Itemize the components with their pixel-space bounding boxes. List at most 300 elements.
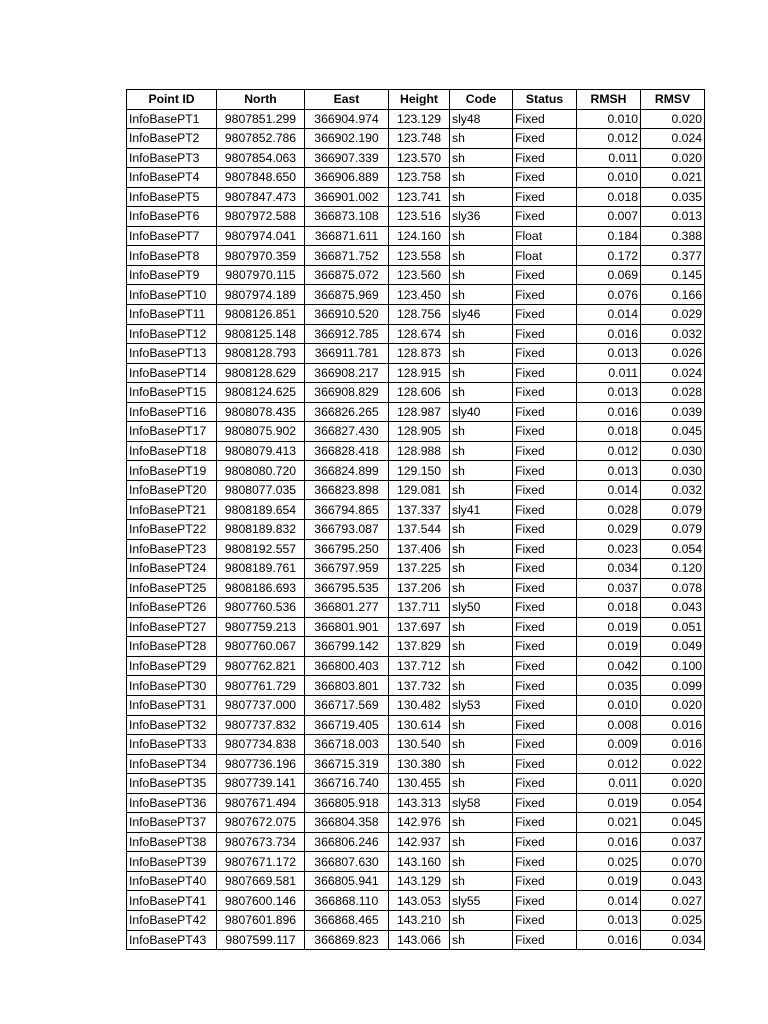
rmsh-cell: 0.076 [577, 285, 641, 305]
east-cell: 366875.969 [305, 285, 389, 305]
north-cell: 9808128.629 [217, 363, 305, 383]
rmsv-cell: 0.078 [641, 578, 705, 598]
code-cell: sly55 [450, 891, 513, 911]
rmsv-cell: 0.034 [641, 930, 705, 950]
rmsh-cell: 0.019 [577, 617, 641, 637]
height-cell: 137.732 [389, 676, 450, 696]
height-cell: 123.748 [389, 129, 450, 149]
column-header-point-id: Point ID [127, 90, 217, 110]
code-cell: sh [450, 265, 513, 285]
height-cell: 123.570 [389, 148, 450, 168]
status-cell: Fixed [513, 598, 577, 618]
height-cell: 128.674 [389, 324, 450, 344]
point-id-cell: InfoBasePT20 [127, 480, 217, 500]
height-cell: 123.741 [389, 187, 450, 207]
point-id-cell: InfoBasePT42 [127, 910, 217, 930]
east-cell: 366871.752 [305, 246, 389, 266]
east-cell: 366801.901 [305, 617, 389, 637]
east-cell: 366901.002 [305, 187, 389, 207]
height-cell: 129.081 [389, 480, 450, 500]
east-cell: 366826.265 [305, 402, 389, 422]
rmsh-cell: 0.011 [577, 148, 641, 168]
status-cell: Fixed [513, 422, 577, 442]
rmsh-cell: 0.034 [577, 559, 641, 579]
code-cell: sh [450, 187, 513, 207]
rmsh-cell: 0.014 [577, 891, 641, 911]
height-cell: 124.160 [389, 226, 450, 246]
east-cell: 366804.358 [305, 813, 389, 833]
east-cell: 366906.889 [305, 168, 389, 188]
point-id-cell: InfoBasePT25 [127, 578, 217, 598]
north-cell: 9807760.067 [217, 637, 305, 657]
height-cell: 143.160 [389, 852, 450, 872]
rmsh-cell: 0.016 [577, 402, 641, 422]
code-cell: sh [450, 676, 513, 696]
north-cell: 9807970.115 [217, 265, 305, 285]
rmsv-cell: 0.120 [641, 559, 705, 579]
code-cell: sh [450, 285, 513, 305]
east-cell: 366795.535 [305, 578, 389, 598]
height-cell: 143.313 [389, 793, 450, 813]
table-row [127, 168, 705, 188]
code-cell: sh [450, 637, 513, 657]
code-cell: sh [450, 383, 513, 403]
status-cell: Fixed [513, 207, 577, 227]
rmsv-cell: 0.013 [641, 207, 705, 227]
table-row [127, 793, 705, 813]
east-cell: 366910.520 [305, 305, 389, 325]
height-cell: 130.380 [389, 754, 450, 774]
point-id-cell: InfoBasePT31 [127, 695, 217, 715]
code-cell: sh [450, 344, 513, 364]
north-cell: 9807848.650 [217, 168, 305, 188]
east-cell: 366801.277 [305, 598, 389, 618]
rmsv-cell: 0.054 [641, 793, 705, 813]
rmsv-cell: 0.016 [641, 715, 705, 735]
header-row [127, 90, 705, 110]
north-cell: 9808186.693 [217, 578, 305, 598]
height-cell: 137.829 [389, 637, 450, 657]
status-cell: Fixed [513, 109, 577, 129]
north-cell: 9808124.625 [217, 383, 305, 403]
code-cell: sly41 [450, 500, 513, 520]
code-cell: sh [450, 559, 513, 579]
east-cell: 366911.781 [305, 344, 389, 364]
code-cell: sly40 [450, 402, 513, 422]
north-cell: 9808080.720 [217, 461, 305, 481]
column-header-height: Height [389, 90, 450, 110]
height-cell: 130.482 [389, 695, 450, 715]
north-cell: 9807601.896 [217, 910, 305, 930]
north-cell: 9807852.786 [217, 129, 305, 149]
code-cell: sh [450, 871, 513, 891]
status-cell: Fixed [513, 754, 577, 774]
north-cell: 9808079.413 [217, 441, 305, 461]
status-cell: Fixed [513, 402, 577, 422]
table-row [127, 520, 705, 540]
height-cell: 128.905 [389, 422, 450, 442]
table-row [127, 187, 705, 207]
rmsh-cell: 0.010 [577, 109, 641, 129]
rmsv-cell: 0.037 [641, 832, 705, 852]
code-cell: sh [450, 441, 513, 461]
status-cell: Fixed [513, 891, 577, 911]
status-cell: Fixed [513, 305, 577, 325]
rmsv-cell: 0.027 [641, 891, 705, 911]
east-cell: 366794.865 [305, 500, 389, 520]
east-cell: 366797.959 [305, 559, 389, 579]
rmsv-cell: 0.079 [641, 520, 705, 540]
point-id-cell: InfoBasePT38 [127, 832, 217, 852]
point-id-cell: InfoBasePT5 [127, 187, 217, 207]
rmsh-cell: 0.012 [577, 441, 641, 461]
point-id-cell: InfoBasePT23 [127, 539, 217, 559]
rmsh-cell: 0.042 [577, 656, 641, 676]
rmsh-cell: 0.008 [577, 715, 641, 735]
status-cell: Fixed [513, 383, 577, 403]
height-cell: 128.915 [389, 363, 450, 383]
east-cell: 366719.405 [305, 715, 389, 735]
point-id-cell: InfoBasePT35 [127, 774, 217, 794]
rmsv-cell: 0.032 [641, 324, 705, 344]
code-cell: sh [450, 813, 513, 833]
status-cell: Fixed [513, 344, 577, 364]
table-row [127, 285, 705, 305]
height-cell: 128.756 [389, 305, 450, 325]
east-cell: 366805.918 [305, 793, 389, 813]
north-cell: 9808078.435 [217, 402, 305, 422]
status-cell: Fixed [513, 559, 577, 579]
east-cell: 366823.898 [305, 480, 389, 500]
point-id-cell: InfoBasePT16 [127, 402, 217, 422]
column-header-north: North [217, 90, 305, 110]
rmsv-cell: 0.021 [641, 168, 705, 188]
north-cell: 9808125.148 [217, 324, 305, 344]
east-cell: 366904.974 [305, 109, 389, 129]
table-row [127, 617, 705, 637]
code-cell: sh [450, 832, 513, 852]
code-cell: sh [450, 520, 513, 540]
height-cell: 142.937 [389, 832, 450, 852]
table-row [127, 305, 705, 325]
point-id-cell: InfoBasePT30 [127, 676, 217, 696]
code-cell: sh [450, 578, 513, 598]
status-cell: Fixed [513, 461, 577, 481]
rmsv-cell: 0.016 [641, 735, 705, 755]
rmsv-cell: 0.035 [641, 187, 705, 207]
height-cell: 123.516 [389, 207, 450, 227]
table-row [127, 695, 705, 715]
north-cell: 9807761.729 [217, 676, 305, 696]
north-cell: 9807974.189 [217, 285, 305, 305]
north-cell: 9807739.141 [217, 774, 305, 794]
rmsv-cell: 0.377 [641, 246, 705, 266]
point-id-cell: InfoBasePT28 [127, 637, 217, 657]
east-cell: 366795.250 [305, 539, 389, 559]
status-cell: Fixed [513, 715, 577, 735]
table-row [127, 265, 705, 285]
table-row [127, 735, 705, 755]
table-row [127, 910, 705, 930]
status-cell: Fixed [513, 187, 577, 207]
rmsv-cell: 0.045 [641, 813, 705, 833]
table-row [127, 676, 705, 696]
height-cell: 128.873 [389, 344, 450, 364]
table-row [127, 383, 705, 403]
status-cell: Fixed [513, 637, 577, 657]
point-id-cell: InfoBasePT29 [127, 656, 217, 676]
height-cell: 123.758 [389, 168, 450, 188]
rmsv-cell: 0.099 [641, 676, 705, 696]
column-header-status: Status [513, 90, 577, 110]
east-cell: 366718.003 [305, 735, 389, 755]
rmsh-cell: 0.016 [577, 832, 641, 852]
table-row [127, 754, 705, 774]
status-cell: Fixed [513, 539, 577, 559]
east-cell: 366793.087 [305, 520, 389, 540]
point-id-cell: InfoBasePT41 [127, 891, 217, 911]
north-cell: 9807600.146 [217, 891, 305, 911]
table-row [127, 246, 705, 266]
north-cell: 9808192.557 [217, 539, 305, 559]
point-id-cell: InfoBasePT37 [127, 813, 217, 833]
code-cell: sh [450, 324, 513, 344]
rmsh-cell: 0.025 [577, 852, 641, 872]
north-cell: 9807672.075 [217, 813, 305, 833]
north-cell: 9807737.832 [217, 715, 305, 735]
north-cell: 9807671.172 [217, 852, 305, 872]
code-cell: sh [450, 735, 513, 755]
height-cell: 130.614 [389, 715, 450, 735]
status-cell: Fixed [513, 324, 577, 344]
height-cell: 128.988 [389, 441, 450, 461]
code-cell: sh [450, 539, 513, 559]
code-cell: sh [450, 617, 513, 637]
rmsh-cell: 0.011 [577, 774, 641, 794]
north-cell: 9807847.473 [217, 187, 305, 207]
point-id-cell: InfoBasePT1 [127, 109, 217, 129]
code-cell: sly36 [450, 207, 513, 227]
status-cell: Fixed [513, 617, 577, 637]
code-cell: sly46 [450, 305, 513, 325]
east-cell: 366715.319 [305, 754, 389, 774]
point-id-cell: InfoBasePT36 [127, 793, 217, 813]
code-cell: sh [450, 656, 513, 676]
rmsv-cell: 0.020 [641, 774, 705, 794]
rmsv-cell: 0.051 [641, 617, 705, 637]
rmsh-cell: 0.037 [577, 578, 641, 598]
rmsh-cell: 0.007 [577, 207, 641, 227]
status-cell: Fixed [513, 500, 577, 520]
code-cell: sh [450, 910, 513, 930]
rmsv-cell: 0.026 [641, 344, 705, 364]
point-id-cell: InfoBasePT4 [127, 168, 217, 188]
code-cell: sh [450, 754, 513, 774]
code-cell: sh [450, 774, 513, 794]
table-row [127, 832, 705, 852]
table-row [127, 715, 705, 735]
rmsv-cell: 0.020 [641, 109, 705, 129]
rmsh-cell: 0.023 [577, 539, 641, 559]
table-row [127, 578, 705, 598]
column-header-code: Code [450, 90, 513, 110]
status-cell: Fixed [513, 735, 577, 755]
table-row [127, 461, 705, 481]
rmsv-cell: 0.043 [641, 598, 705, 618]
north-cell: 9807673.734 [217, 832, 305, 852]
east-cell: 366868.465 [305, 910, 389, 930]
rmsh-cell: 0.172 [577, 246, 641, 266]
north-cell: 9807970.359 [217, 246, 305, 266]
point-id-cell: InfoBasePT7 [127, 226, 217, 246]
table-row [127, 871, 705, 891]
status-cell: Fixed [513, 774, 577, 794]
north-cell: 9807669.581 [217, 871, 305, 891]
rmsh-cell: 0.029 [577, 520, 641, 540]
east-cell: 366828.418 [305, 441, 389, 461]
rmsv-cell: 0.054 [641, 539, 705, 559]
table-row [127, 148, 705, 168]
height-cell: 123.560 [389, 265, 450, 285]
column-header-rmsv: RMSV [641, 90, 705, 110]
table-body [127, 109, 705, 950]
table-row [127, 344, 705, 364]
status-cell: Fixed [513, 676, 577, 696]
code-cell: sh [450, 461, 513, 481]
table-row [127, 656, 705, 676]
height-cell: 130.455 [389, 774, 450, 794]
code-cell: sh [450, 246, 513, 266]
east-cell: 366871.611 [305, 226, 389, 246]
point-id-cell: InfoBasePT9 [127, 265, 217, 285]
rmsh-cell: 0.069 [577, 265, 641, 285]
north-cell: 9808189.654 [217, 500, 305, 520]
table-row [127, 129, 705, 149]
status-cell: Fixed [513, 520, 577, 540]
east-cell: 366907.339 [305, 148, 389, 168]
rmsh-cell: 0.013 [577, 344, 641, 364]
status-cell: Float [513, 246, 577, 266]
status-cell: Fixed [513, 168, 577, 188]
height-cell: 123.558 [389, 246, 450, 266]
east-cell: 366806.246 [305, 832, 389, 852]
rmsh-cell: 0.010 [577, 695, 641, 715]
status-cell: Fixed [513, 871, 577, 891]
point-id-cell: InfoBasePT43 [127, 930, 217, 950]
height-cell: 129.150 [389, 461, 450, 481]
rmsh-cell: 0.013 [577, 461, 641, 481]
table-row [127, 500, 705, 520]
rmsh-cell: 0.012 [577, 129, 641, 149]
point-id-cell: InfoBasePT14 [127, 363, 217, 383]
rmsh-cell: 0.028 [577, 500, 641, 520]
rmsh-cell: 0.019 [577, 637, 641, 657]
north-cell: 9807671.494 [217, 793, 305, 813]
point-id-cell: InfoBasePT26 [127, 598, 217, 618]
table-row [127, 480, 705, 500]
height-cell: 137.711 [389, 598, 450, 618]
rmsv-cell: 0.022 [641, 754, 705, 774]
rmsh-cell: 0.016 [577, 930, 641, 950]
east-cell: 366902.190 [305, 129, 389, 149]
point-id-cell: InfoBasePT6 [127, 207, 217, 227]
table-row [127, 402, 705, 422]
table-row [127, 813, 705, 833]
status-cell: Fixed [513, 832, 577, 852]
rmsv-cell: 0.020 [641, 695, 705, 715]
point-id-cell: InfoBasePT32 [127, 715, 217, 735]
rmsh-cell: 0.018 [577, 187, 641, 207]
north-cell: 9807762.821 [217, 656, 305, 676]
rmsv-cell: 0.032 [641, 480, 705, 500]
table-row [127, 441, 705, 461]
rmsh-cell: 0.016 [577, 324, 641, 344]
code-cell: sh [450, 422, 513, 442]
north-cell: 9807599.117 [217, 930, 305, 950]
rmsh-cell: 0.019 [577, 793, 641, 813]
rmsv-cell: 0.028 [641, 383, 705, 403]
rmsv-cell: 0.024 [641, 363, 705, 383]
east-cell: 366908.217 [305, 363, 389, 383]
east-cell: 366716.740 [305, 774, 389, 794]
code-cell: sly48 [450, 109, 513, 129]
north-cell: 9807736.196 [217, 754, 305, 774]
rmsv-cell: 0.049 [641, 637, 705, 657]
code-cell: sly58 [450, 793, 513, 813]
rmsv-cell: 0.043 [641, 871, 705, 891]
rmsv-cell: 0.030 [641, 461, 705, 481]
rmsh-cell: 0.184 [577, 226, 641, 246]
north-cell: 9808075.902 [217, 422, 305, 442]
status-cell: Fixed [513, 363, 577, 383]
height-cell: 130.540 [389, 735, 450, 755]
rmsv-cell: 0.020 [641, 148, 705, 168]
rmsv-cell: 0.070 [641, 852, 705, 872]
height-cell: 143.066 [389, 930, 450, 950]
east-cell: 366908.829 [305, 383, 389, 403]
point-id-cell: InfoBasePT34 [127, 754, 217, 774]
rmsv-cell: 0.029 [641, 305, 705, 325]
east-cell: 366803.801 [305, 676, 389, 696]
code-cell: sh [450, 226, 513, 246]
rmsh-cell: 0.014 [577, 480, 641, 500]
height-cell: 143.053 [389, 891, 450, 911]
rmsv-cell: 0.079 [641, 500, 705, 520]
rmsv-cell: 0.100 [641, 656, 705, 676]
rmsh-cell: 0.009 [577, 735, 641, 755]
height-cell: 137.225 [389, 559, 450, 579]
rmsh-cell: 0.013 [577, 910, 641, 930]
code-cell: sh [450, 852, 513, 872]
point-id-cell: InfoBasePT18 [127, 441, 217, 461]
status-cell: Fixed [513, 695, 577, 715]
table-row [127, 539, 705, 559]
height-cell: 137.337 [389, 500, 450, 520]
rmsv-cell: 0.024 [641, 129, 705, 149]
east-cell: 366868.110 [305, 891, 389, 911]
east-cell: 366869.823 [305, 930, 389, 950]
rmsh-cell: 0.010 [577, 168, 641, 188]
survey-points-sheet [126, 89, 705, 950]
rmsh-cell: 0.013 [577, 383, 641, 403]
table-row [127, 598, 705, 618]
height-cell: 128.987 [389, 402, 450, 422]
rmsh-cell: 0.018 [577, 422, 641, 442]
table-row [127, 891, 705, 911]
rmsh-cell: 0.021 [577, 813, 641, 833]
north-cell: 9807734.838 [217, 735, 305, 755]
status-cell: Fixed [513, 480, 577, 500]
